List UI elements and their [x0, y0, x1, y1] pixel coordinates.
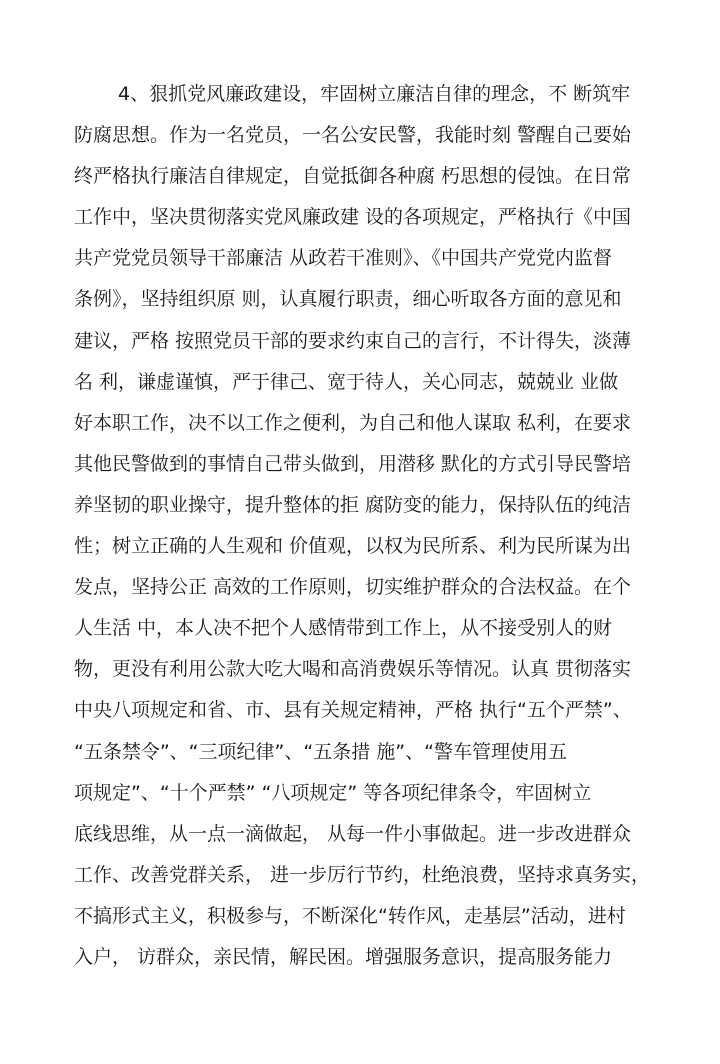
paragraph-line: 共产党党员领导干部廉洁 从政若干准则》、《中国共产党党内监督 — [74, 247, 613, 270]
paragraph-line: 工作中，坚决贯彻落实党风廉政建 设的各项规定，严格执行《中国 — [74, 206, 632, 229]
paragraph-line: 不搞形式主义，积极参与，不断深化“转作风，走基层”活动，进村 — [74, 904, 626, 927]
paragraph-line: 养坚韧的职业操守，提升整体的拒 腐防变的能力，保持队伍的纯洁 — [74, 493, 632, 516]
paragraph-line: 人生活 中，本人决不把个人感情带到工作上，从不接受别人的财 — [74, 617, 613, 640]
paragraph-line: 4、狠抓党风廉政建设，牢固树立廉洁自律的理念，不 断筑牢 — [118, 83, 631, 105]
paragraph-line: 物，更没有利用公款大吃大喝和高消费娱乐等情况。认真 贯彻落实 — [74, 658, 632, 681]
paragraph-line: 条例》，坚持组织原 则，认真履行职责，细心听取各方面的意见和 — [74, 288, 622, 311]
paragraph-line: 工作、改善党群关系， 进一步厉行节约，杜绝浪费，坚持求真务实， — [74, 863, 651, 886]
paragraph-line: 其他民警做到的事情自己带头做到，用潜移 默化的方式引导民警培 — [74, 452, 632, 475]
paragraph-line: 好本职工作，决不以工作之便利，为自己和他人谋取 私利，在要求 — [74, 411, 632, 434]
paragraph-line: 发点，坚持公正 高效的工作原则，切实维护群众的合法权益。在个 — [74, 576, 632, 599]
paragraph-line: 建议，严格 按照党员干部的要求约束自己的言行，不计得失，淡薄 — [74, 329, 632, 352]
paragraph-line: 性；树立正确的人生观和 价值观，以权为民所系、利为民所谋为出 — [74, 535, 632, 558]
paragraph-line: “五条禁令”、“三项纪律”、“五条措 施”、“警车管理使用五 — [74, 740, 567, 763]
paragraph-line: 底线思维，从一点一滴做起， 从每一件小事做起。进一步改进群众 — [74, 822, 632, 845]
body-paragraph — [74, 74, 664, 978]
paragraph-line: 入户， 访群众，亲民情，解民困。增强服务意识，提高服务能力 — [74, 945, 613, 968]
paragraph-line: 中央八项规定和省、市、县有关规定精神，严格 执行“五个严禁”、 — [74, 699, 632, 722]
paragraph-line: 防腐思想。作为一名党员，一名公安民警，我能时刻 警醒自己要始 — [74, 124, 632, 147]
paragraph-line: 终严格执行廉洁自律规定，自觉抵御各种腐 朽思想的侵蚀。在日常 — [74, 165, 632, 188]
paragraph-line: 项规定”、“十个严禁” “八项规定” 等各项纪律条令，牢固树立 — [74, 781, 592, 804]
paragraph-line: 名 利，谦虚谨慎，严于律己、宽于待人，关心同志，兢兢业 业做 — [74, 370, 619, 393]
